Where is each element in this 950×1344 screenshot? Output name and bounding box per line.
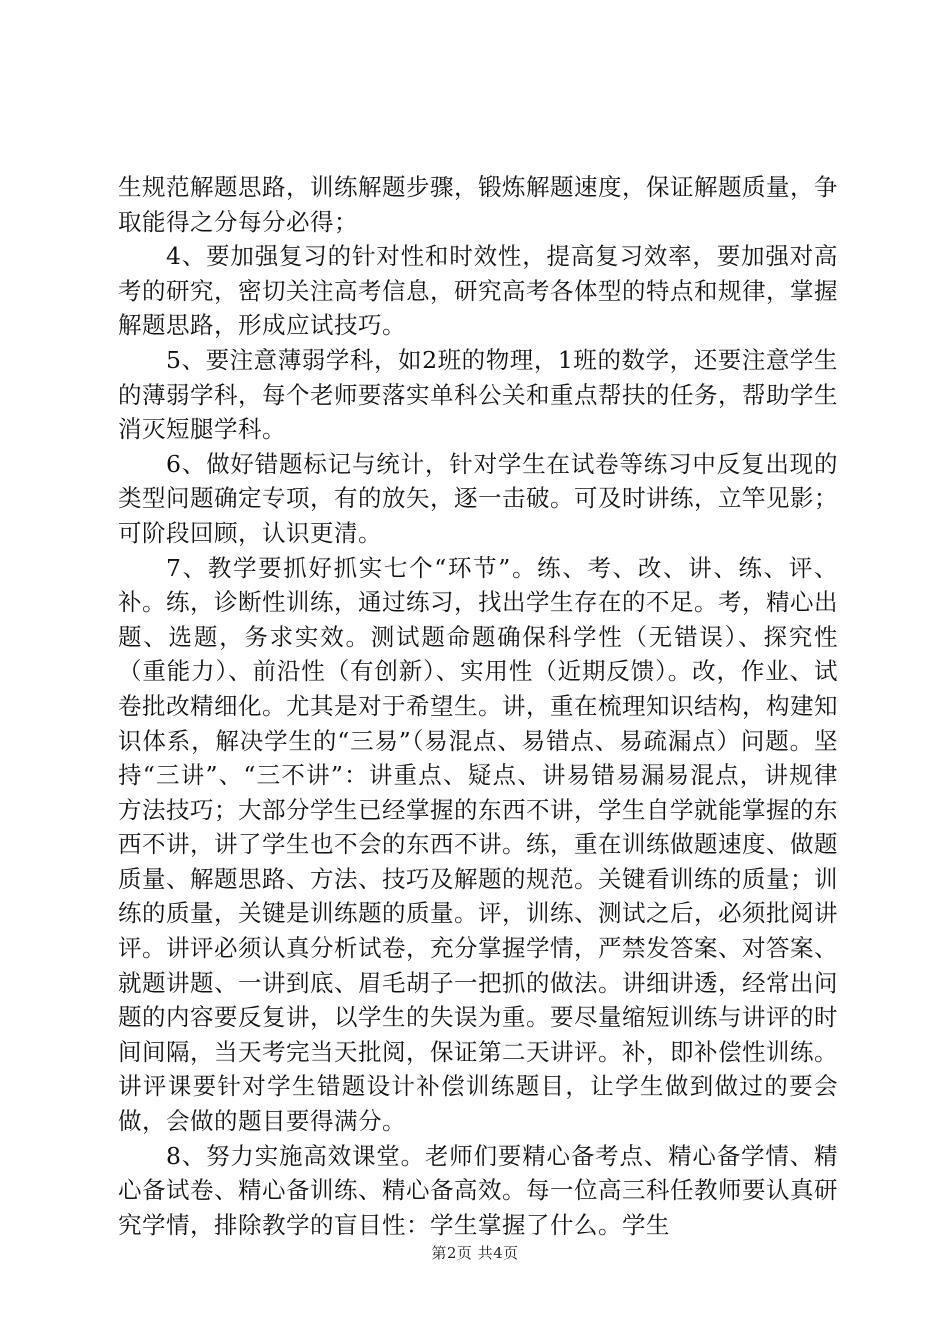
paragraph-continuation: 生规范解题思路，训练解题步骤，锻炼解题速度，保证解题质量，争取能得之分每分必得； xyxy=(118,173,838,236)
paragraph-item-6: 6、做好错题标记与统计，针对学生在试卷等练习中反复出现的类型问题确定专项，有的放矢，逐一击破。可及时讲练，立竿见影；可阶段回顾，认识更清。 xyxy=(118,449,838,547)
document-body xyxy=(118,170,838,1242)
paragraph-item-8: 8、努力实施高效课堂。老师们要精心备考点、精心备学情、精心备试卷、精心备训练、精心备高效。每一位高三科任教师要认真研究学情，排除教学的盲目性：学生掌握了什么。学生 xyxy=(118,1141,838,1239)
paragraph-item-5: 5、要注意薄弱学科，如2班的物理，1班的数学，还要注意学生的薄弱学科，每个老师要落实单科公关和重点帮扶的任务，帮助学生消灭短腿学科。 xyxy=(118,345,838,444)
page-footer: 第2页 共4页 xyxy=(431,1244,519,1262)
paragraph-item-4: 4、要加强复习的针对性和时效性，提高复习效率，要加强对高考的研究，密切关注高考信息，研究高考各体型的特点和规律，掌握解题思路，形成应试技巧。 xyxy=(118,242,838,340)
paragraph-item-7: 7、教学要抓好抓实七个“环节”。练、考、改、讲、练、评、补。练，诊断性训练，通过练习，找出学生存在的不足。考，精心出题、选题，务求实效。测试题命题确保科学性（无错误）、探究性（重能力）、前沿性（有创新）、实用性（近期反馈）。改，作业、试卷批改精细化。尤其是对于希望生。讲，重在梳理知识结构，构建知识体系，解决学生的“三易”（易混点、易错点、易疏漏点）问题。坚持“三讲”、“三不讲”：讲重点、疑点、讲易错易漏易混点，讲规律方法技巧；大部分学生已经掌握的东西不讲，学生自学就能掌握的东西不讲，讲了学生也不会的东西不讲。练，重在训练做题速度、做题质量、解题思路、方法、技巧及解题的规范。关键看训练的质量；训练的质量，关键是训练题的质量。评，训练、测试之后，必须批阅讲评。讲评必须认真分析试卷，充分掌握学情，严禁发答案、对答案、就题讲题、一讲到底、眉毛胡子一把抓的做法。讲细讲透，经常出问题的内容要反复讲，以学生的失误为重。要尽量缩短训练与讲评的时间间隔，当天考完当天批阅，保证第二天讲评。补，即补偿性训练。讲评课要针对学生错题设计补偿训练题目，让学生做到做过的要会做，会做的题目要得满分。 xyxy=(118,553,838,1136)
